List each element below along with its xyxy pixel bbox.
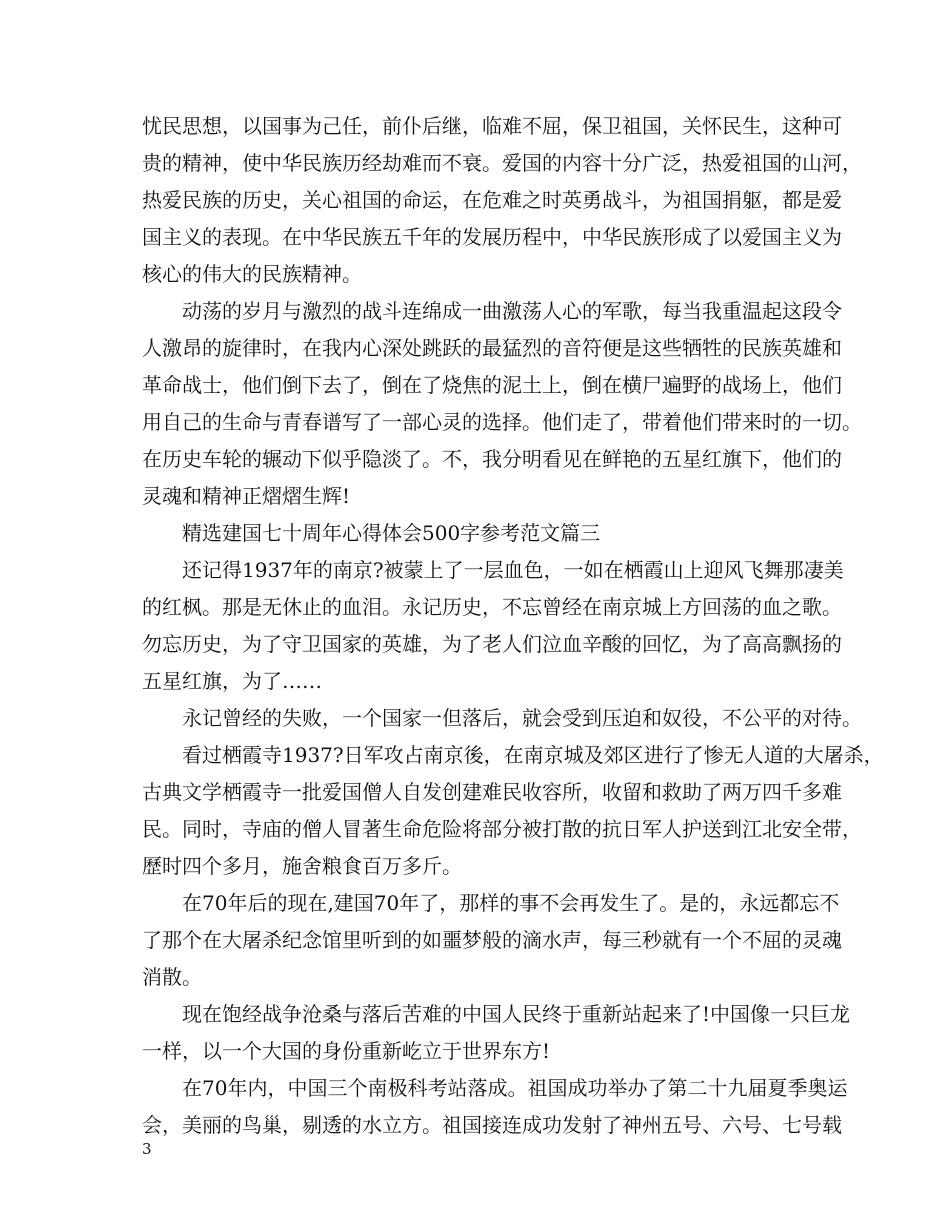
text-line: 民。同时，寺庙的僧人冒著生命危险将部分被打散的抗日军人护送到江北安全带， bbox=[142, 817, 862, 841]
paragraph-first-line: 还记得1937年的南京?被蒙上了一层血色，一如在栖霞山上迎风飞舞那凄美 bbox=[182, 558, 844, 582]
paragraph-first-line: 看过栖霞寺1937?日军攻占南京後，在南京城及郊区进行了惨无人道的大屠杀， bbox=[182, 743, 884, 767]
text-line: 古典文学栖霞寺一批爱国僧人自发创建难民收容所，收留和救助了两万四千多难 bbox=[142, 780, 842, 804]
page-number: 3 bbox=[142, 1140, 152, 1158]
text-line: 热爱民族的历史，关心祖国的命运，在危难之时英勇战斗，为祖国捐躯，都是爱 bbox=[142, 188, 842, 212]
text-line: 核心的伟大的民族精神。 bbox=[142, 262, 362, 286]
text-line: 消散。 bbox=[142, 965, 202, 989]
paragraph-first-line: 现在饱经战争沧桑与落后苦难的中国人民终于重新站起来了!中国像一只巨龙 bbox=[182, 1002, 851, 1026]
paragraph-first-line: 在70年后的现在,建国70年了，那样的事不会再发生了。是的，永远都忘不 bbox=[182, 891, 840, 915]
text-line: 灵魂和精神正熠熠生辉! bbox=[142, 484, 351, 508]
text-line: 的红枫。那是无休止的血泪。永记历史，不忘曾经在南京城上方回荡的血之歌。 bbox=[142, 595, 842, 619]
text-line: 五星红旗，为了…… bbox=[142, 669, 322, 693]
paragraph-first-line: 动荡的岁月与激烈的战斗连绵成一曲激荡人心的军歌，每当我重温起这段令 bbox=[182, 299, 842, 323]
text-line: 贵的精神，使中华民族历经劫难而不衰。爱国的内容十分广泛，热爱祖国的山河， bbox=[142, 151, 862, 175]
text-line: 忧民思想，以国事为己任，前仆后继，临难不屈，保卫祖国，关怀民生，这种可 bbox=[142, 114, 842, 138]
text-line: 一样，以一个大国的身份重新屹立于世界东方! bbox=[142, 1039, 551, 1063]
paragraph-first-line: 在70年内，中国三个南极科考站落成。祖国成功举办了第二十九届夏季奥运 bbox=[182, 1076, 848, 1100]
paragraph-first-line: 永记曾经的失败，一个国家一但落后，就会受到压迫和奴役，不公平的对待。 bbox=[182, 706, 862, 730]
text-line: 会，美丽的鸟巢，剔透的水立方。祖国接连成功发射了神州五号、六号、七号载 bbox=[142, 1113, 842, 1137]
text-line: 歷时四个多月，施舍粮食百万多斤。 bbox=[142, 854, 462, 878]
text-line: 国主义的表现。在中华民族五千年的发展历程中，中华民族形成了以爱国主义为 bbox=[142, 225, 842, 249]
section-heading: 精选建国七十周年心得体会500字参考范文篇三 bbox=[182, 521, 601, 545]
text-line: 革命战士，他们倒下去了，倒在了烧焦的泥土上，倒在横尸遍野的战场上，他们 bbox=[142, 373, 842, 397]
text-line: 人激昂的旋律时，在我内心深处跳跃的最猛烈的音符便是这些牺牲的民族英雄和 bbox=[142, 336, 842, 360]
text-line: 在历史车轮的辗动下似乎隐淡了。不，我分明看见在鲜艳的五星红旗下，他们的 bbox=[142, 447, 842, 471]
text-line: 用自己的生命与青春谱写了一部心灵的选择。他们走了，带着他们带来时的一切。 bbox=[142, 410, 862, 434]
text-line: 勿忘历史，为了守卫国家的英雄，为了老人们泣血辛酸的回忆，为了高高飘扬的 bbox=[142, 632, 842, 656]
text-line: 了那个在大屠杀纪念馆里听到的如噩梦般的滴水声，每三秒就有一个不屈的灵魂 bbox=[142, 928, 842, 952]
